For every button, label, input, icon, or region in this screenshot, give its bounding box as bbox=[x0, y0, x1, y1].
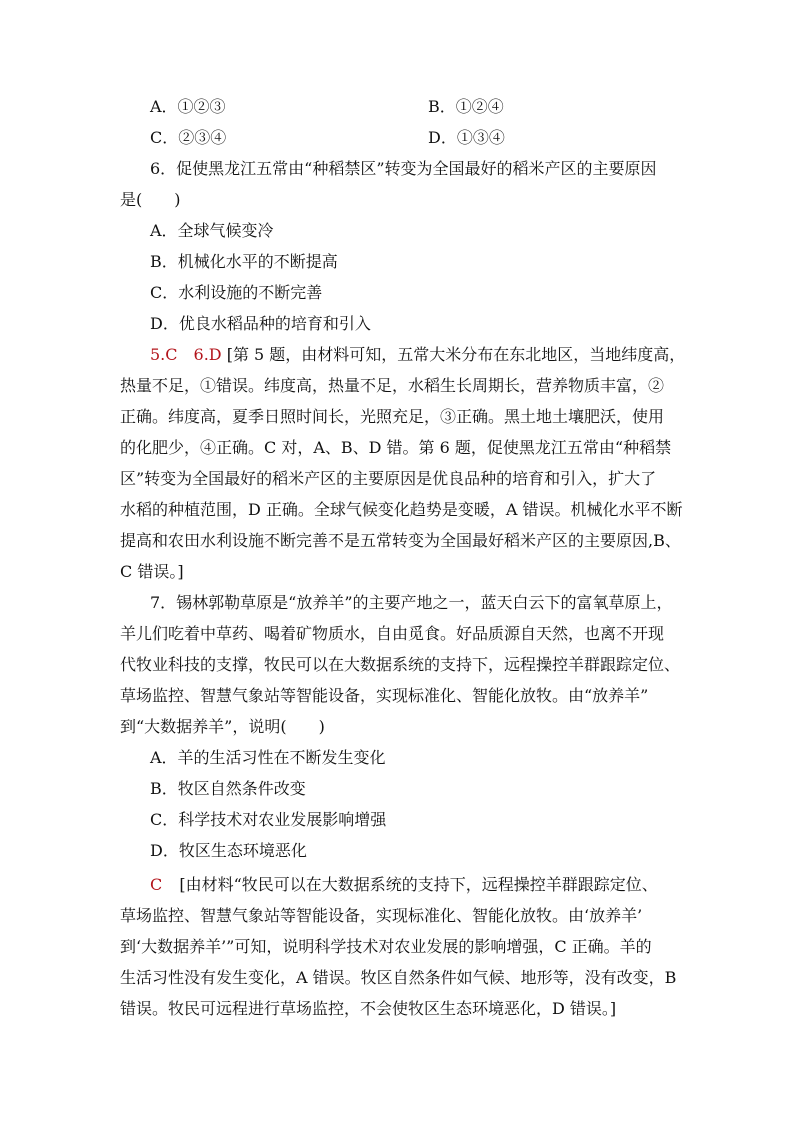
q6-option-b: B．机械化水平的不断提高 bbox=[150, 252, 338, 271]
answer-5-6-line-3: 正确。纬度高，夏季日照时间长，光照充足，③正确。黑土地土壤肥沃，使用 bbox=[120, 407, 665, 426]
answer-5-6-line-6: 水稻的种植范围，D 正确。全球气候变化趋势是变暖，A 错误。机械化水平不断 bbox=[120, 500, 683, 519]
answer-5-6-text: [第 5 题，由材料可知，五常大米分布在东北地区，当地纬度高， bbox=[226, 345, 686, 364]
q7-option-a: A．羊的生活习性在不断发生变化 bbox=[150, 748, 386, 767]
q5-option-row-2 bbox=[150, 128, 710, 148]
q7-stem-line-4: 草场监控、智慧气象站等智能设备，实现标准化、智能化放牧。由“放养羊” bbox=[120, 686, 649, 705]
answer-5-6-line-5: 区”转变为全国最好的稻米产区的主要原因是优良品种的培育和引入，扩大了 bbox=[120, 469, 657, 488]
q5-option-c: C．②③④ bbox=[150, 128, 227, 147]
q7-stem-line-2: 羊儿们吃着中草药、喝着矿物质水，自由觅食。好品质源自天然，也离不开现 bbox=[120, 624, 665, 643]
q7-option-b: B．牧区自然条件改变 bbox=[150, 779, 306, 798]
answer-7-line-1 bbox=[150, 875, 710, 895]
q7-option-d: D．牧区生态环境恶化 bbox=[150, 841, 307, 860]
answer-7-label: C bbox=[150, 875, 163, 894]
q6-option-d: D．优良水稻品种的培育和引入 bbox=[150, 314, 371, 333]
q7-stem-line-1: 7．锡林郭勒草原是“放养羊”的主要产地之一，蓝天白云下的富氧草原上， bbox=[150, 593, 673, 612]
q7-option-c: C．科学技术对农业发展影响增强 bbox=[150, 810, 387, 829]
q6-option-c: C．水利设施的不断完善 bbox=[150, 283, 323, 302]
answer-5-6-line-4: 的化肥少，④正确。C 对，A、B、D 错。第 6 题，促使黑龙江五常由“种稻禁 bbox=[120, 438, 672, 457]
answer-7-line-4: 生活习性没有发生变化，A 错误。牧区自然条件如气候、地形等，没有改变，B bbox=[120, 968, 677, 987]
q5-option-d: D．①③④ bbox=[428, 128, 505, 147]
answer-5-6-line-2: 热量不足，①错误。纬度高，热量不足，水稻生长周期长，营养物质丰富，② bbox=[120, 376, 665, 395]
q7-stem-line-5: 到“大数据养羊”，说明( ) bbox=[120, 717, 325, 736]
answer-7-text: [由材料“牧民可以在大数据系统的支持下，远程操控羊群跟踪定位、 bbox=[179, 875, 658, 894]
q6-option-a: A．全球气候变冷 bbox=[150, 221, 274, 240]
q7-stem-line-3: 代牧业科技的支撑，牧民可以在大数据系统的支持下，远程操控羊群跟踪定位、 bbox=[120, 655, 681, 674]
answer-5-6-line-8: C 错误。] bbox=[120, 562, 184, 581]
answer-5-6-line-1 bbox=[150, 345, 710, 365]
answer-5-6-line-7: 提高和农田水利设施不断完善不是五常转变为全国最好稻米产区的主要原因,B、 bbox=[120, 531, 681, 550]
q6-stem-line-1: 6．促使黑龙江五常由“种稻禁区”转变为全国最好的稻米产区的主要原因 bbox=[150, 159, 657, 178]
q6-stem-line-2: 是( ) bbox=[120, 190, 181, 209]
q5-option-a: A．①②③ bbox=[150, 97, 226, 116]
answer-7-line-3: 到‘大数据养羊’”可知，说明科学技术对农业发展的影响增强，C 正确。羊的 bbox=[120, 937, 652, 956]
q5-option-row-1 bbox=[150, 97, 710, 117]
answer-7-line-2: 草场监控、智慧气象站等智能设备，实现标准化、智能化放牧。由‘放养羊’ bbox=[120, 906, 643, 925]
answer-7-line-5: 错误。牧民可远程进行草场监控，不会使牧区生态环境恶化，D 错误。] bbox=[120, 999, 617, 1018]
q5-option-b: B．①②④ bbox=[428, 97, 504, 116]
answer-5-6-label: 5.C 6.D bbox=[150, 345, 222, 364]
